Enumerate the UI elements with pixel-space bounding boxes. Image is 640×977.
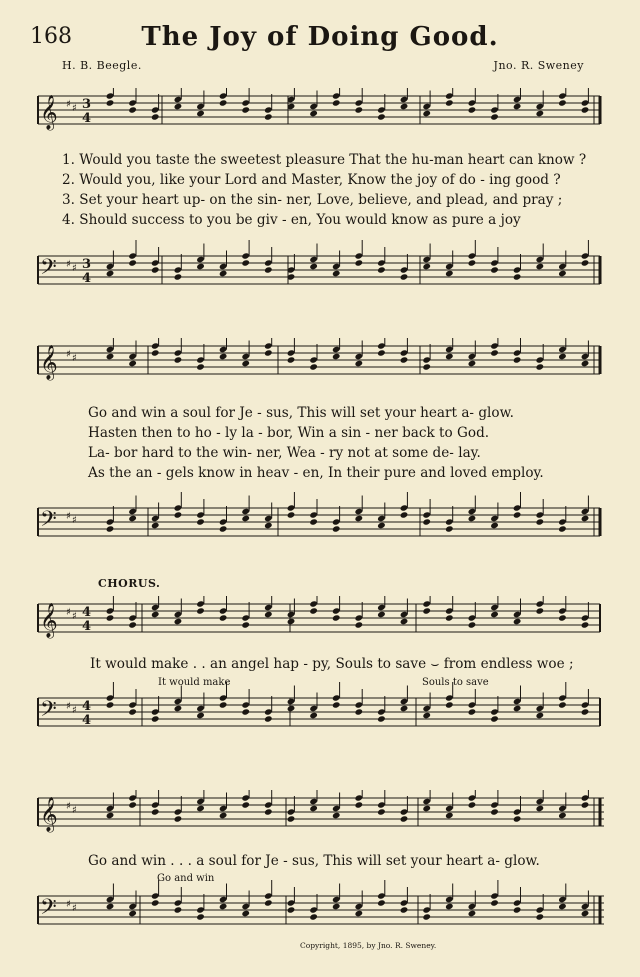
composer-credit: Jno. R. Sweney [493,59,584,72]
notehead [151,113,160,120]
notehead [581,801,590,808]
notehead [377,349,386,356]
notehead [106,353,115,360]
notehead [106,701,115,708]
notehead [513,356,522,363]
notehead [445,903,454,910]
svg-text:𝄢: 𝄢 [40,895,57,925]
notehead [219,614,228,621]
notehead [287,705,296,712]
notehead [422,110,431,117]
time-signature-top: 3 [82,257,92,272]
notehead [196,607,205,614]
notehead [241,801,250,808]
notehead [287,906,296,913]
svg-text:𝄢: 𝄢 [40,697,57,727]
notehead [264,522,273,529]
notehead [196,805,205,812]
notehead [264,266,273,273]
notehead [490,522,499,529]
notehead [422,913,431,920]
svg-text:♯: ♯ [66,511,71,522]
notehead [264,808,273,815]
notehead [581,259,590,266]
svg-text:𝄞: 𝄞 [40,603,58,638]
svg-text:♯: ♯ [72,611,77,622]
chorus-lyric-1: It would make . . an angel hap - py, Souls to save ⌣ from endless woe ; [90,656,574,672]
notehead [332,614,341,621]
notehead [536,110,545,117]
notehead [196,712,205,719]
notehead [422,518,431,525]
notehead [151,349,160,356]
notehead [128,106,137,113]
notehead [445,614,454,621]
notehead [377,808,386,815]
notehead [581,515,590,522]
notehead [490,899,499,906]
notehead [174,356,183,363]
notehead [174,273,183,280]
notehead [422,607,431,614]
notehead [309,363,318,370]
notehead [377,113,386,120]
notehead [332,99,341,106]
notehead [151,899,160,906]
notehead [536,805,545,812]
notehead [196,263,205,270]
chorus-time-signature-top: 4 [82,699,92,714]
notehead [422,363,431,370]
notehead [332,701,341,708]
notehead [355,910,364,917]
notehead [468,259,477,266]
bass-staff-4 [0,880,640,940]
verse-lines-1 [62,150,586,230]
notehead [400,815,409,822]
svg-text:♯: ♯ [72,353,77,364]
notehead [422,712,431,719]
cue-souls-to-save: Souls to save [422,677,489,688]
lyric-line: Go and win a soul for Je - sus, This will set your heart a- glow. [88,405,514,421]
notehead [219,903,228,910]
notehead [536,712,545,719]
notehead [174,103,183,110]
notehead [536,363,545,370]
notehead [558,812,567,819]
notehead [151,715,160,722]
notehead [558,270,567,277]
treble-staff-1 [0,88,640,138]
notehead [332,812,341,819]
notehead [219,701,228,708]
time-signature-bottom: 4 [82,271,92,286]
notehead [151,611,160,618]
notehead [422,805,431,812]
time-signature-top: 3 [82,97,92,112]
notehead [128,910,137,917]
notehead [445,270,454,277]
notehead [309,607,318,614]
hymn-title: The Joy of Doing Good. [141,22,499,52]
notehead [377,611,386,618]
lyric-line: 2. Would you, like your Lord and Master, Know the joy of do - ing good ? [62,172,561,188]
notehead [128,515,137,522]
notehead [264,113,273,120]
notehead [490,808,499,815]
svg-text:♯: ♯ [72,705,77,716]
cue-it-would-make: It would make [158,677,231,688]
notehead [581,910,590,917]
notehead [468,515,477,522]
notehead [151,266,160,273]
notehead [490,611,499,618]
notehead [219,525,228,532]
notehead [128,621,137,628]
svg-text:𝄞: 𝄞 [40,345,58,380]
svg-text:♯: ♯ [66,899,71,910]
notehead [513,705,522,712]
notehead [309,712,318,719]
svg-text:♯: ♯ [72,263,77,274]
notehead [264,715,273,722]
notehead [490,266,499,273]
notehead [377,899,386,906]
notehead [287,815,296,822]
svg-text:♯: ♯ [66,607,71,618]
notehead [536,607,545,614]
notehead [196,363,205,370]
notehead [287,618,296,625]
chorus-time-signature-bottom: 4 [82,713,92,728]
notehead [241,621,250,628]
notehead [445,525,454,532]
notehead [581,708,590,715]
notehead [174,511,183,518]
notehead [241,106,250,113]
notehead [445,701,454,708]
notehead [128,708,137,715]
notehead [355,106,364,113]
svg-text:♯: ♯ [72,805,77,816]
notehead [581,360,590,367]
notehead [400,511,409,518]
treble-staff-3 [0,596,640,646]
notehead [422,263,431,270]
notehead [400,273,409,280]
notehead [558,614,567,621]
notehead [106,270,115,277]
notehead [513,511,522,518]
notehead [309,110,318,117]
lyric-line: 3. Set your heart up- on the sin- ner, Love, believe, and plead, and pray ; [62,192,563,208]
notehead [513,273,522,280]
notehead [536,518,545,525]
chorus-lyric-2: Go and win . . . a soul for Je - sus, This will set your heart a- glow. [88,853,540,869]
notehead [332,525,341,532]
notehead [355,621,364,628]
notehead [490,113,499,120]
notehead [445,353,454,360]
notehead [128,360,137,367]
notehead [219,353,228,360]
notehead [400,103,409,110]
notehead [468,621,477,628]
notehead [219,270,228,277]
lyricist-credit: H. B. Beegle. [62,59,142,72]
notehead [536,263,545,270]
notehead [309,805,318,812]
svg-text:𝄢: 𝄢 [40,507,57,537]
notehead [106,903,115,910]
notehead [468,106,477,113]
treble-staff-2 [0,338,640,388]
notehead [241,515,250,522]
notehead [219,812,228,819]
notehead [377,715,386,722]
notehead [513,815,522,822]
notehead [151,522,160,529]
notehead [128,259,137,266]
notehead [309,263,318,270]
notehead [287,511,296,518]
svg-text:𝄢: 𝄢 [40,255,57,285]
chorus-time-signature-bottom: 4 [82,619,92,634]
notehead [581,621,590,628]
notehead [219,99,228,106]
lyric-line: 4. Should success to you be giv - en, You would know as pure a joy [62,212,521,228]
lyric-line: Hasten then to ho - ly la - bor, Win a sin - ner back to God. [88,425,490,441]
svg-text:♯: ♯ [66,99,71,110]
notehead [309,518,318,525]
svg-text:♯: ♯ [66,801,71,812]
notehead [468,708,477,715]
notehead [377,522,386,529]
notehead [468,910,477,917]
page-number: 168 [30,24,72,49]
notehead [264,899,273,906]
svg-text:♯: ♯ [66,701,71,712]
lyric-line: 1. Would you taste the sweetest pleasure That the hu-man heart can know ? [62,152,587,168]
notehead [106,614,115,621]
notehead [400,618,409,625]
notehead [490,715,499,722]
notehead [174,815,183,822]
svg-text:♯: ♯ [66,349,71,360]
notehead [581,106,590,113]
notehead [174,906,183,913]
cue-go-and-win: Go and win [157,873,215,884]
copyright-notice: Copyright, 1895, by Jno. R. Sweney. [300,941,437,950]
notehead [468,360,477,367]
notehead [332,270,341,277]
time-signature-bottom: 4 [82,111,92,126]
notehead [400,705,409,712]
notehead [558,701,567,708]
notehead [355,259,364,266]
notehead [196,110,205,117]
bass-staff-3 [0,680,640,740]
notehead [513,906,522,913]
svg-text:♯: ♯ [72,515,77,526]
notehead [128,801,137,808]
notehead [241,360,250,367]
notehead [174,618,183,625]
lyric-line: La- bor hard to the win- ner, Wea - ry not at some de- lay. [88,445,481,461]
notehead [264,349,273,356]
notehead [106,525,115,532]
notehead [490,349,499,356]
notehead [445,99,454,106]
svg-text:♯: ♯ [66,259,71,270]
verse-lines-2 [88,403,544,483]
lyric-line: As the an - gels know in heav - en, In their pure and loved employ. [88,465,544,481]
notehead [174,705,183,712]
notehead [264,611,273,618]
notehead [106,812,115,819]
notehead [241,708,250,715]
notehead [400,906,409,913]
bass-staff-1 [0,238,640,288]
notehead [558,99,567,106]
notehead [355,708,364,715]
svg-text:𝄞: 𝄞 [40,797,58,832]
notehead [377,266,386,273]
notehead [151,808,160,815]
notehead [513,103,522,110]
notehead [309,913,318,920]
notehead [355,801,364,808]
notehead [445,812,454,819]
treble-staff-4 [0,790,640,840]
chorus-label: CHORUS. [98,577,161,590]
notehead [196,518,205,525]
notehead [355,360,364,367]
notehead [513,618,522,625]
svg-text:𝄞: 𝄞 [40,95,58,130]
svg-text:♯: ♯ [72,903,77,914]
notehead [400,356,409,363]
notehead [536,913,545,920]
notehead [287,356,296,363]
notehead [332,903,341,910]
svg-text:♯: ♯ [72,103,77,114]
notehead [332,353,341,360]
notehead [196,913,205,920]
notehead [241,259,250,266]
chorus-time-signature-top: 4 [82,605,92,620]
notehead [468,801,477,808]
notehead [241,910,250,917]
notehead [106,99,115,106]
notehead [558,903,567,910]
notehead [558,353,567,360]
bass-staff-2 [0,490,640,540]
notehead [355,515,364,522]
notehead [558,525,567,532]
